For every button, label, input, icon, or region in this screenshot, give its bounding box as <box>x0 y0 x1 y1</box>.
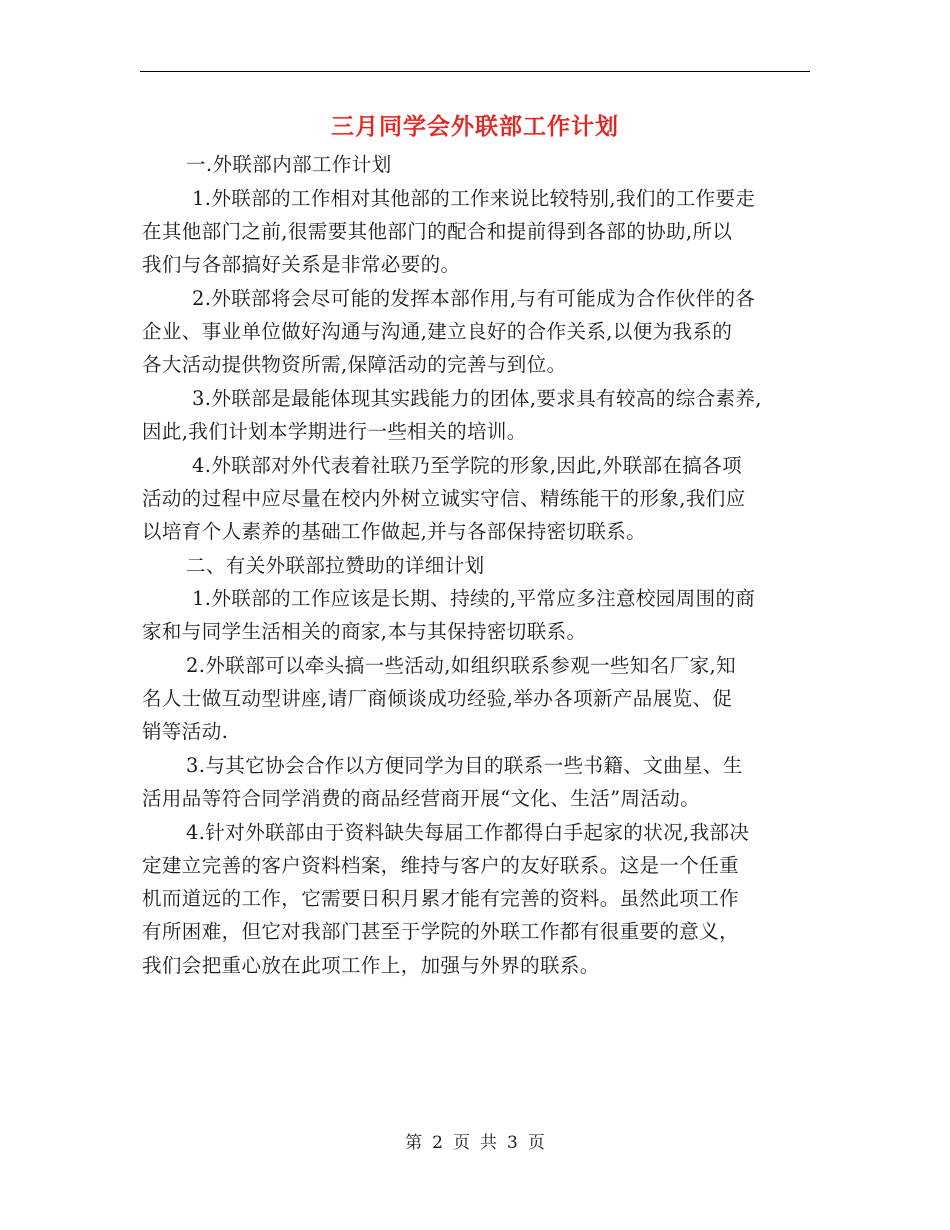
footer-page-number: 2 <box>432 1133 443 1153</box>
paragraph-line: 1.外联部的工作相对其他部的工作来说比较特别,我们的工作要走 <box>192 187 756 210</box>
paragraph-line: 企业、事业单位做好沟通与沟通,建立良好的合作关系,以便为我系的 <box>142 320 733 343</box>
paragraph-line: 名人士做互动型讲座,请厂商倾谈成功经验,举办各项新产品展览、促 <box>142 687 733 710</box>
footer-middle: 页 <box>453 1133 470 1153</box>
paragraph-line: 定建立完善的客户资料档案，维持与客户的友好联系。这是一个任重 <box>142 854 740 877</box>
paragraph-line: 以培育个人素养的基础工作做起,并与各部保持密切联系。 <box>142 520 647 543</box>
paragraph-line: 3.外联部是最能体现其实践能力的团体,要求具有较高的综合素养, <box>192 387 762 410</box>
page-number-footer <box>0 1128 950 1153</box>
paragraph-line: 我们会把重心放在此项工作上，加强与外界的联系。 <box>142 954 600 977</box>
paragraph-line: 活动的过程中应尽量在校内外树立诚实守信、精练能干的形象,我们应 <box>142 487 746 510</box>
paragraph-line: 4.外联部对外代表着社联乃至学院的形象,因此,外联部在搞各项 <box>192 454 743 477</box>
section-heading-internal: 一.外联部内部工作计划 <box>186 153 392 176</box>
paragraph-line: 2.外联部可以牵头搞一些活动,如组织联系参观一些知名厂家,知 <box>186 654 737 677</box>
footer-suffix: 页 <box>527 1133 545 1153</box>
paragraph-line: 各大活动提供物资所需,保障活动的完善与到位。 <box>142 353 567 376</box>
paragraph-line: 2.外联部将会尽可能的发挥本部作用,与有可能成为合作伙伴的各 <box>192 287 756 310</box>
paragraph-line: 活用品等符合同学消费的商品经营商开展“文化、生活”周活动。 <box>142 787 701 810</box>
paragraph-line: 销等活动. <box>142 720 229 743</box>
section-heading-sponsorship: 二、有关外联部拉赞助的详细计划 <box>186 554 485 577</box>
document-title: 三月同学会外联部工作计划 <box>331 113 619 140</box>
paragraph-line: 3.与其它协会合作以方便同学为目的联系一些书籍、文曲星、生 <box>186 754 743 777</box>
paragraph-line: 1.外联部的工作应该是长期、持续的,平常应多注意校园周围的商 <box>192 587 756 610</box>
footer-prefix: 第 <box>405 1133 423 1153</box>
header-rule <box>140 71 810 72</box>
footer-total-pages: 3 <box>507 1133 518 1153</box>
paragraph-line: 家和与同学生活相关的商家,本与其保持密切联系。 <box>142 620 587 643</box>
paragraph-line: 因此,我们计划本学期进行一些相关的培训。 <box>142 420 527 443</box>
footer-total-label: 共 <box>480 1133 497 1153</box>
paragraph-line: 4.针对外联部由于资料缺失每届工作都得白手起家的状况,我部决 <box>186 821 750 844</box>
paragraph-line: 在其他部门之前,很需要其他部门的配合和提前得到各部的协助,所以 <box>142 220 733 243</box>
paragraph-line: 我们与各部搞好关系是非常必要的。 <box>142 253 461 276</box>
paragraph-line: 有所困难，但它对我部门甚至于学院的外联工作都有很重要的意义， <box>142 920 740 943</box>
paragraph-line: 机而道远的工作，它需要日积月累才能有完善的资料。虽然此项工作 <box>142 887 740 910</box>
